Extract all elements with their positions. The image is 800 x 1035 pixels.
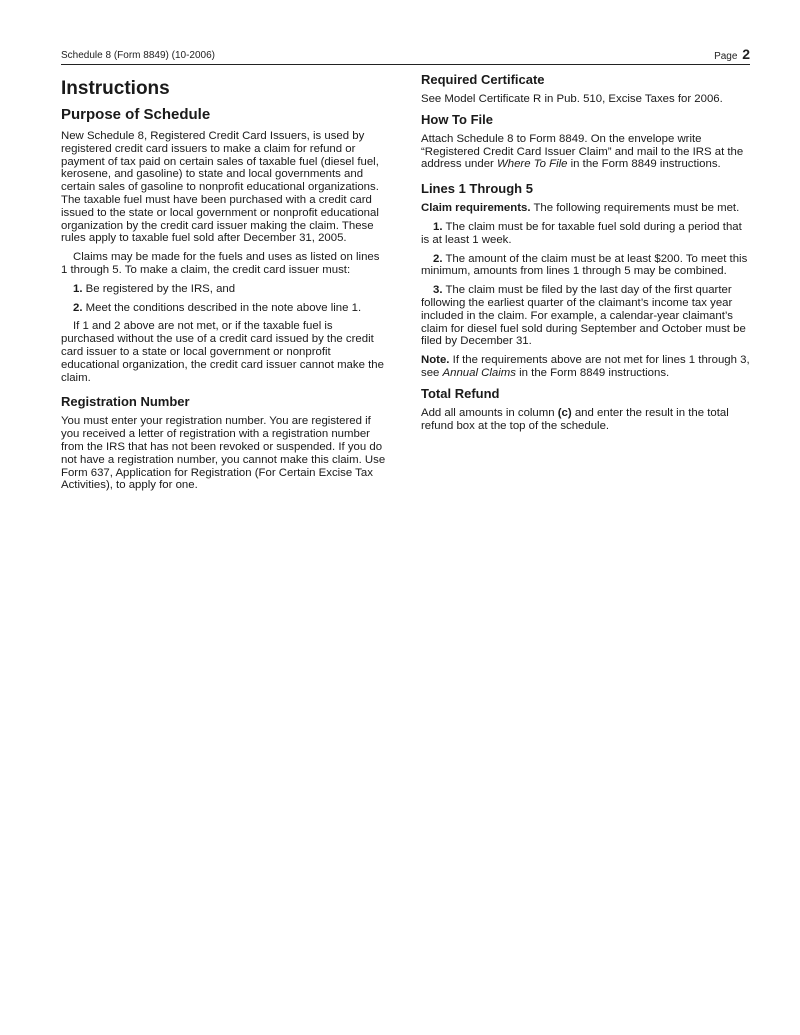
claim-requirements-paragraph <box>421 202 751 215</box>
annual-claims-ref: Annual Claims <box>442 366 516 379</box>
requirement-3-text: The claim must be filed by the last day of the first quarter following the earliest quarter of the claimant’s income tax year included in the claim. For example, a calendar-year claimant’s claim for diesel fuel sold during September and October must be filed by December 31. <box>421 284 746 348</box>
page-number: 2 <box>742 46 750 62</box>
condition-item-1 <box>61 283 387 296</box>
condition-item-1-number: 1. <box>73 282 83 295</box>
how-to-file-text-a: Attach Schedule 8 to Form 8849. On the envelope write “Registered Credit Card Issuer Claim” and mail to the IRS at the address under <box>421 132 744 171</box>
note-text-b: in the Form 8849 instructions. <box>515 366 670 379</box>
claim-requirements-text: The following requirements must be met. <box>530 202 740 215</box>
how-to-file-paragraph <box>421 133 751 171</box>
note-label: Note. <box>421 354 450 367</box>
registration-paragraph: You must enter your registration number. You are registered if you received a letter of registration with a registration number from the IRS that has not been revoked or suspended. If you do not have a registration number, you cannot make this claim. Use Form 637, Application for Registration (For Certain Excise Tax Activities), to apply for one. <box>61 415 386 492</box>
registration-heading: Registration Number <box>61 394 190 410</box>
where-to-file-ref: Where To File <box>497 158 568 171</box>
total-refund-paragraph <box>421 407 751 433</box>
condition-item-2-text: Meet the conditions described in the note above line 1. <box>85 301 362 314</box>
purpose-paragraph-3: If 1 and 2 above are not met, or if the taxable fuel is purchased without the use of a credit card issued by the credit card issuer to a state or local government or nonprofit educational organization, the credit card issuer cannot make the claim. <box>61 320 384 384</box>
note-text-a: If the requirements above are not met for lines 1 through 3, see <box>421 354 750 379</box>
condition-item-2-number: 2. <box>73 301 83 314</box>
claim-requirements-label: Claim requirements. <box>421 202 531 215</box>
instructions-heading: Instructions <box>61 78 170 99</box>
purpose-paragraph-1: New Schedule 8, Registered Credit Card Issuers, is used by registered credit card issuers to make a claim for refund or payment of tax paid on certain sales of taxable fuel (diesel fuel, kerosene, and gasoline) to state and local governments and certain sales of gasoline to nonprofit educational organizations. The taxable fuel must have been purchased with a credit card issued to the state or local government or nonprofit educational organization by the credit card issuer making the claim. These rules apply to taxable fuel sold after December 31, 2005. <box>61 130 379 245</box>
total-refund-text-b: and enter the result in the total refund box at the top of the schedule. <box>421 406 729 432</box>
page-indicator <box>714 46 750 62</box>
form-reference: Schedule 8 (Form 8849) (10-2006) <box>61 50 215 61</box>
left-column <box>61 72 387 498</box>
purpose-heading: Purpose of Schedule <box>61 106 211 123</box>
requirement-1-text: The claim must be for taxable fuel sold during a period that is at least 1 week. <box>421 220 742 246</box>
page-header <box>61 46 750 65</box>
lines-heading: Lines 1 Through 5 <box>421 181 533 197</box>
condition-item-2 <box>61 302 387 315</box>
note-paragraph <box>421 354 751 380</box>
requirement-1-number: 1. <box>433 220 443 233</box>
requirement-2-text: The amount of the claim must be at least $200. To meet this minimum, amounts from lines 1 through 5 may be combined. <box>421 252 748 278</box>
total-refund-text-a: Add all amounts in column <box>421 406 558 419</box>
column-c-ref: (c) <box>557 406 572 419</box>
how-to-file-heading: How To File <box>421 111 493 127</box>
condition-item-1-text: Be registered by the IRS, and <box>85 282 236 295</box>
certificate-heading: Required Certificate <box>421 72 545 87</box>
requirement-2-number: 2. <box>433 252 443 265</box>
requirement-3 <box>421 284 751 348</box>
requirement-2 <box>421 253 751 279</box>
right-column <box>421 72 751 438</box>
page-label: Page <box>714 51 738 62</box>
certificate-paragraph: See Model Certificate R in Pub. 510, Excise Taxes for 2006. <box>421 93 723 105</box>
total-refund-heading: Total Refund <box>421 385 500 401</box>
requirement-3-number: 3. <box>433 284 443 297</box>
purpose-paragraph-2: Claims may be made for the fuels and uses as listed on lines 1 through 5. To make a claim, the credit card issuer must: <box>61 251 380 276</box>
how-to-file-text-b: in the Form 8849 instructions. <box>567 158 721 171</box>
requirement-1 <box>421 221 751 247</box>
